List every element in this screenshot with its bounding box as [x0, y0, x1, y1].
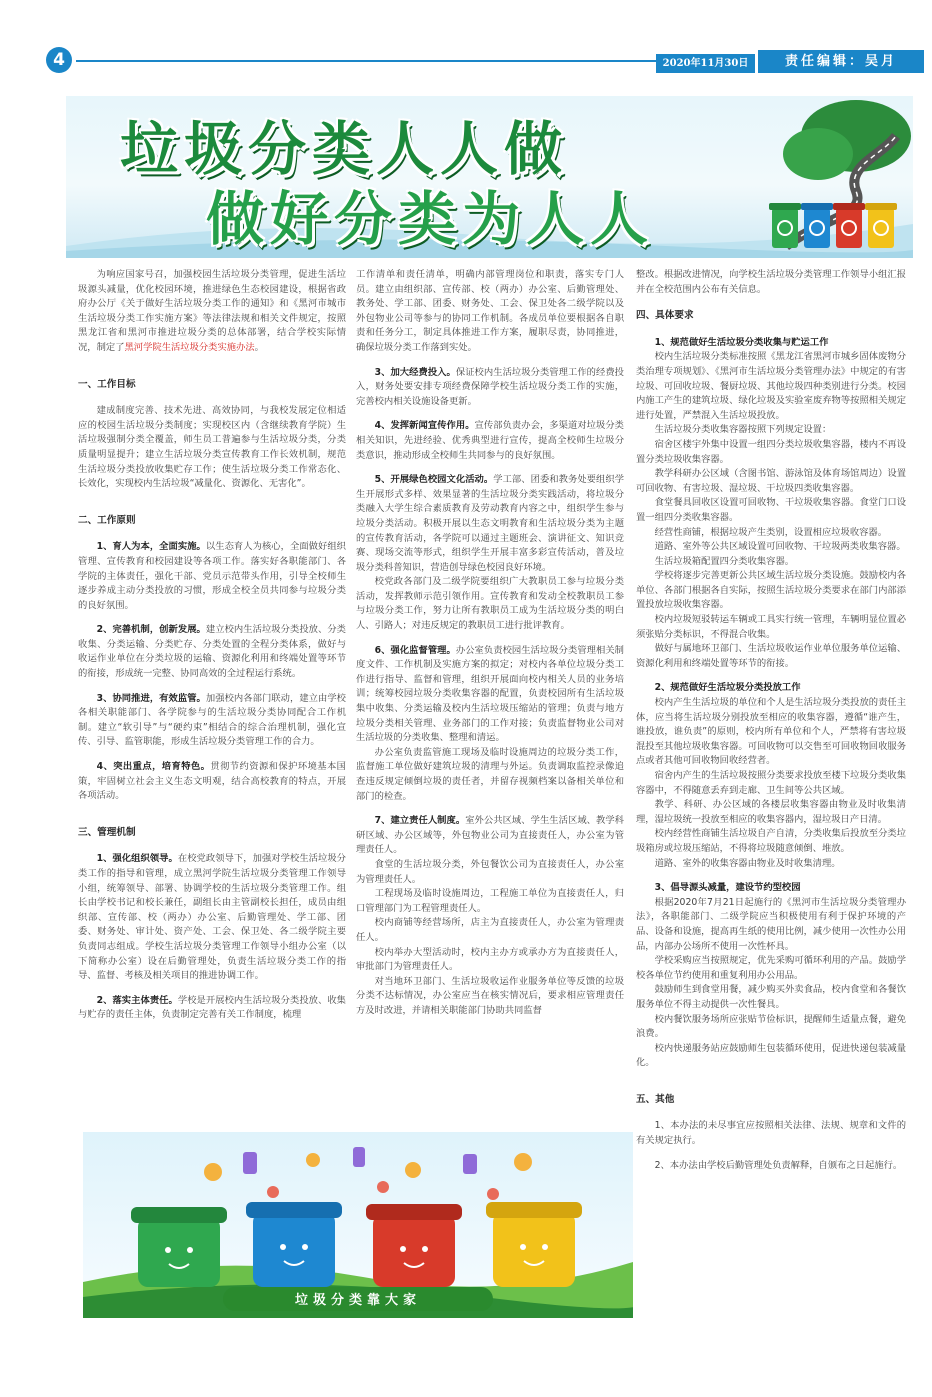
column-3: [636, 268, 906, 1173]
requirement-3-a: 根据2020年7月21日起施行的《黑河市生活垃圾分类管理办法》，各职能部门、二级学院应当积极使用有利于保护环境的产品、设备和设施，提高再生纸的使用比例，减少使用一次性办公用品，内部办公场所不使用一次性杯具。: [636, 896, 906, 952]
mechanism-7-e: 校内举办大型活动时，校内主办方或承办方为直接责任人，审批部门为管理责任人。: [356, 946, 624, 973]
column-1: [78, 268, 346, 1023]
document-title: 黑河学院生活垃圾分类实施办法: [124, 341, 255, 353]
mechanism-7-c: 工程现场及临时设施周边，工程施工单位为直接责任人，归口管理部门为工程管理责任人。: [356, 888, 624, 914]
requirement-1-e: 食堂餐具回收区设置可回收物、干垃圾收集容器。食堂门口设置一组四分类收集容器。: [636, 497, 906, 523]
requirement-1-j: 校内垃圾短驳转运车辆或工具实行统一管理，车辆明显位置必须张贴分类标识，不得混合收集。: [636, 614, 906, 640]
requirement-3-d: 校内餐饮服务场所应张贴节俭标识，提醒师生适量点餐，避免浪费。: [636, 1013, 906, 1040]
title-banner: [66, 96, 913, 258]
requirement-1-b: 生活垃圾分类收集容器按照下列规定设置：: [654, 424, 832, 436]
principle-3: 3、协同推进，有效监管。加强校内各部门联动，建立由学校各相关职能部门、各学院参与的生活垃圾分类协同配合工作机制。建立“软引导”与“硬约束”相结合的综合治理机制，强化宣传、引导、监管职能，形成生活垃圾分类管理工作的合力。: [78, 692, 346, 748]
requirement-2-b: 宿舍内产生的生活垃圾按照分类要求投放至楼下垃圾分类收集容器中，不得随意丢弃到走廊、卫生间等公共区域。: [636, 770, 906, 796]
sorting-illustration: [83, 1132, 633, 1318]
mechanism-6-b: 办公室负责监管施工现场及临时设施周边的垃圾分类工作，监督施工单位做好建筑垃圾的清理与外运。负责调取监控录像追查违反规定倾倒垃圾的责任者，并留存视频档案以备相关单位和部门的检查。: [356, 746, 624, 802]
requirement-2-a: 校内产生生活垃圾的单位和个人是生活垃圾分类投放的责任主体，应当将生活垃圾分别投放至相应的收集容器，遵循“谁产生，谁投放，谁负责”的原则，校内所有单位和个人，严禁将有害垃圾混投至其他垃圾收集容器。可回收物可以交售至可回收物回收服务点或者其他可回收物回收经营者。: [636, 697, 906, 767]
requirement-1-c: 宿舍区楼宇外集中设置一组四分类垃圾收集容器，楼内不再设置分类垃圾收集容器。: [636, 438, 906, 465]
requirement-1-h: 生活垃圾箱配置四分类收集容器。: [654, 555, 795, 567]
requirement-2-c: 教学、科研、办公区域的各楼层收集容器由物业及时收集清理，湿垃圾统一投放至相应的收集容器内，湿垃圾日产日清。: [636, 799, 906, 825]
requirement-2-title: 2、规范做好生活垃圾分类投放工作: [654, 682, 801, 694]
section-heading-requirements: 四、具体要求: [636, 310, 694, 322]
principle-4: 4、突出重点，培育特色。贯彻节约资源和保护环境基本国策，牢固树立社会主义生态文明观，结合高校教育的特点，开展各项活动。: [78, 761, 346, 802]
banner-title-line2: 做好分类为人人: [206, 185, 655, 253]
other-2: 2、本办法由学校后勤管理处负责解释，自颁布之日起施行。: [654, 1159, 903, 1171]
goal-paragraph: 建成制度完善、技术先进、高效协同，与我校发展定位相适应的校园生活垃圾分类制度；实现校区内（含继续教育学院）生活垃圾强制分类全覆盖，师生员工普遍参与生活垃圾分类，分类质量明显提升；建立生活垃圾分类宣传教育工作长效机制，规范生活垃圾分类投放收集贮存工作；使生活垃圾分类工作常态化、长效化，实现校内生活垃圾“减量化、资源化、无害化”。: [78, 405, 346, 490]
issue-date: 2020年11月30日: [656, 54, 755, 73]
requirement-3-e: 校内快递服务站应鼓励师生包装循环使用，促进快递包装减量化。: [636, 1042, 906, 1069]
mechanism-3: 3、加大经费投入。保证校内生活垃圾分类管理工作的经费投入，财务处要安排专项经费保障学校生活垃圾分类工作的实施，完善校内相关设施设备更新。: [356, 366, 624, 407]
mechanism-4: 4、发挥新闻宣传作用。宣传部负责办会，多渠道对垃圾分类相关知识，先进经验、优秀典型进行宣传，提高全校师生垃圾分类意识，推动形成全校师生共同参与的良好氛围。: [356, 420, 624, 461]
requirement-2-e: 道路、室外的收集容器由物业及时收集清理。: [654, 857, 841, 869]
section-heading-principles: 二、工作原则: [78, 514, 136, 526]
requirement-1-d: 教学科研办公区域（含图书馆、游泳馆及体育场馆周边）设置可回收物、有害垃圾、湿垃圾、干垃圾四类收集容器。: [636, 468, 906, 494]
principle-2: 2、完善机制，创新发展。建立校内生活垃圾分类投放、分类收集、分类运输、分类贮存、分类处置的全程分类体系，做好与收运作业单位在分类垃圾的运输、资源化利用和终端处置等环节的衔接，形成统一完整、协同高效的全过程运行系统。: [78, 624, 346, 680]
principle-1: 1、育人为本，全面实施。以生态育人为核心，全面做好组织管理、宣传教育和校园建设等各项工作。落实好各职能部门、各学院的主体责任，强化干部、党员示范带头作用，引导全校师生逐步养成主动分类投放的习惯，形成全校全员共同参与垃圾分类的良好氛围。: [78, 541, 346, 611]
column-2: [356, 268, 624, 1019]
illustration-caption: 垃圾分类靠大家: [294, 1293, 421, 1308]
section-heading-management: 三、管理机制: [78, 826, 136, 838]
banner-title-line1: 垃圾分类人人做: [120, 115, 569, 183]
mechanism-6: 6、强化监督管理。办公室负责校园生活垃圾分类管理相关制度文件、工作机制及实施方案的拟定；对校内各单位垃圾分类工作进行指导、监督和管理，组织开展面向校内相关人员的业务培训；统筹校园垃圾分类收集容器的配置，负责校园所有生活垃圾集中收集、分类运输及校内生活垃圾压缩站的管理；负责与地方垃圾分类相关管理、业务部门的工作对接；负责监督物业公司对生活垃圾的分类收集、整理和清运。: [356, 644, 624, 744]
requirement-1-g: 道路、室外等公共区域设置可回收物、干垃圾两类收集容器。: [654, 541, 906, 553]
mechanism-5: 5、开展绿色校园文化活动。学工部、团委和教务处要组织学生开展形式多样、效果显著的生活垃圾分类实践活动，将垃圾分类融入大学生综合素质教育及劳动教育内容之中，组织学生参与垃圾分类活动。积极开展以生态文明教育和生活垃圾分类为主题的宣传教育活动，各学院可以通过主题班会、演讲征文、知识竞赛、现场交流等形式，组织学生开展丰富多彩宣传活动，普及垃圾分类科普知识，营造创导绿色校园良好环境。: [356, 474, 624, 573]
mechanism-7-d: 校内商铺等经营场所，店主为直接责任人，办公室为管理责任人。: [356, 917, 624, 943]
requirement-1-i: 学校将逐步完善更新公共区域生活垃圾分类设施。鼓励校内各单位、各部门根据各自实际，按照生活垃圾分类要求在部门内部添置投放垃圾收集容器。: [636, 570, 906, 611]
requirement-3-b: 学校采购应当按照规定，优先采购可循环利用的产品。鼓励学校各单位节约使用和重复利用办公用品。: [636, 955, 906, 981]
requirement-2-d: 校内经营性商铺生活垃圾自产自清，分类收集后投放至分类垃圾箱房或垃圾压缩站，不得将垃圾随意倾倒、堆放。: [636, 828, 906, 854]
requirement-1-k: 做好与属地环卫部门、生活垃圾收运作业单位服务单位运输、资源化利用和终端处置等环节的衔接。: [636, 643, 906, 669]
section-heading-other: 五、其他: [636, 1093, 675, 1105]
requirement-3-title: 3、倡导源头减量，建设节约型校园: [654, 882, 801, 894]
requirement-1-title: 1、规范做好生活垃圾分类收集与贮运工作: [654, 336, 829, 348]
mechanism-7-f: 对当地环卫部门、生活垃圾收运作业服务单位等反馈的垃圾分类不达标情况，办公室应当在核实情况后，要求相应管理责任方及时改进，并请相关职能部门协助共同监督: [356, 975, 624, 1016]
intro-paragraph: 为响应国家号召，加强校园生活垃圾分类管理，促进生活垃圾源头减量，优化校园环境，推进绿色生态校园建设，根据省政府办公厅《关于做好生活垃圾分类工作的通知》和《黑河市城市生活垃圾分类工作实施方案》等法律法规和相关文件规定，按照黑龙江省和黑河市推进垃圾分类的总体部署，结合学校实际情况，制定了黑河学院生活垃圾分类实施办法。: [78, 269, 346, 353]
editor-credit: 责任编辑：吴月: [758, 50, 924, 73]
page-number: 4: [46, 47, 72, 73]
requirement-1-f: 经营性商铺，根据垃圾产生类别，设置相应垃圾收容器。: [654, 526, 888, 538]
requirement-1-a: 校内生活垃圾分类标准按照《黑龙江省黑河市城乡固体废物分类治理专项规划》、《黑河市生活垃圾分类管理办法》中规定的有害垃圾、可回收垃圾、餐厨垃圾、其他垃圾四种类别进行分类。校园内施工产生的建筑垃圾、绿化垃圾及实验室废弃物等按照相关规定进行处置，严禁混入生活垃圾投放。: [636, 351, 906, 421]
section-heading-goals: 一、工作目标: [78, 378, 136, 390]
mechanism-1: 1、强化组织领导。在校党政领导下，加强对学校生活垃圾分类工作的指导和管理，成立黑河学院生活垃圾分类管理工作领导小组，统筹领导、部署、协调学校的生活垃圾分类管理工作。组长由学校书记和校长兼任，副组长由主管副校长担任，成员由组织部、宣传部、校（两办）办公室、后勤管理处、学工部、团委、财务处、审计处、资产处、工会、保卫处、各二级学院主要负责同志组成。学校生活垃圾分类管理工作领导小组办公室（以下简称办公室）设在后勤管理处，负责生活垃圾分类工作的指导、监督、考核及相关项目的推进协调工作。: [78, 853, 346, 982]
mechanism-2: 2、落实主体责任。学校是开展校内生活垃圾分类投放、收集与贮存的责任主体，负责制定完善有关工作制度，梳理: [78, 994, 346, 1021]
mechanism-7-continued: 整改。根据改进情况，向学校生活垃圾分类管理工作领导小组汇报并在全校范围内公布有关信息。: [636, 269, 906, 295]
header-rule: [76, 60, 656, 62]
mechanism-7-b: 食堂的生活垃圾分类，外包餐饮公司为直接责任人，办公室为管理责任人。: [356, 858, 624, 885]
requirement-3-c: 鼓励师生到食堂用餐，减少购买外卖食品，校内食堂和各餐饮服务单位不得主动提供一次性餐具。: [636, 984, 906, 1010]
mechanism-5-b: 校党政各部门及二级学院要组织广大教职员工参与垃圾分类活动，发挥教师示范引领作用。宣传教育和发动全校教职员工参与垃圾分类工作，努力让所有教职员工成为生活垃圾分类的明白人、引路人；对违反规定的教职员工进行批评教育。: [356, 576, 624, 632]
mechanism-7: 7、建立责任人制度。室外公共区域、学生生活区域、教学科研区域、办公区域等，外包物业公司为直接责任人，办公室为管理责任人。: [356, 815, 624, 856]
other-1: 1、本办法的未尽事宜应按照相关法律、法规、规章和文件的有关规定执行。: [636, 1120, 906, 1147]
mechanism-2-continued: 工作清单和责任清单，明确内部管理岗位和职责，落实专门人员。建立由组织部、宣传部、校（两办）办公室、后勤管理处、教务处、学工部、团委、财务处、工会、保卫处各二级学院以及外包物业公司等参与的协同工作机制。各成员单位要根据各自职责和任务分工，制定具体推进工作方案，履职尽责，协同推进，确保垃圾分类工作落到实处。: [356, 269, 624, 353]
